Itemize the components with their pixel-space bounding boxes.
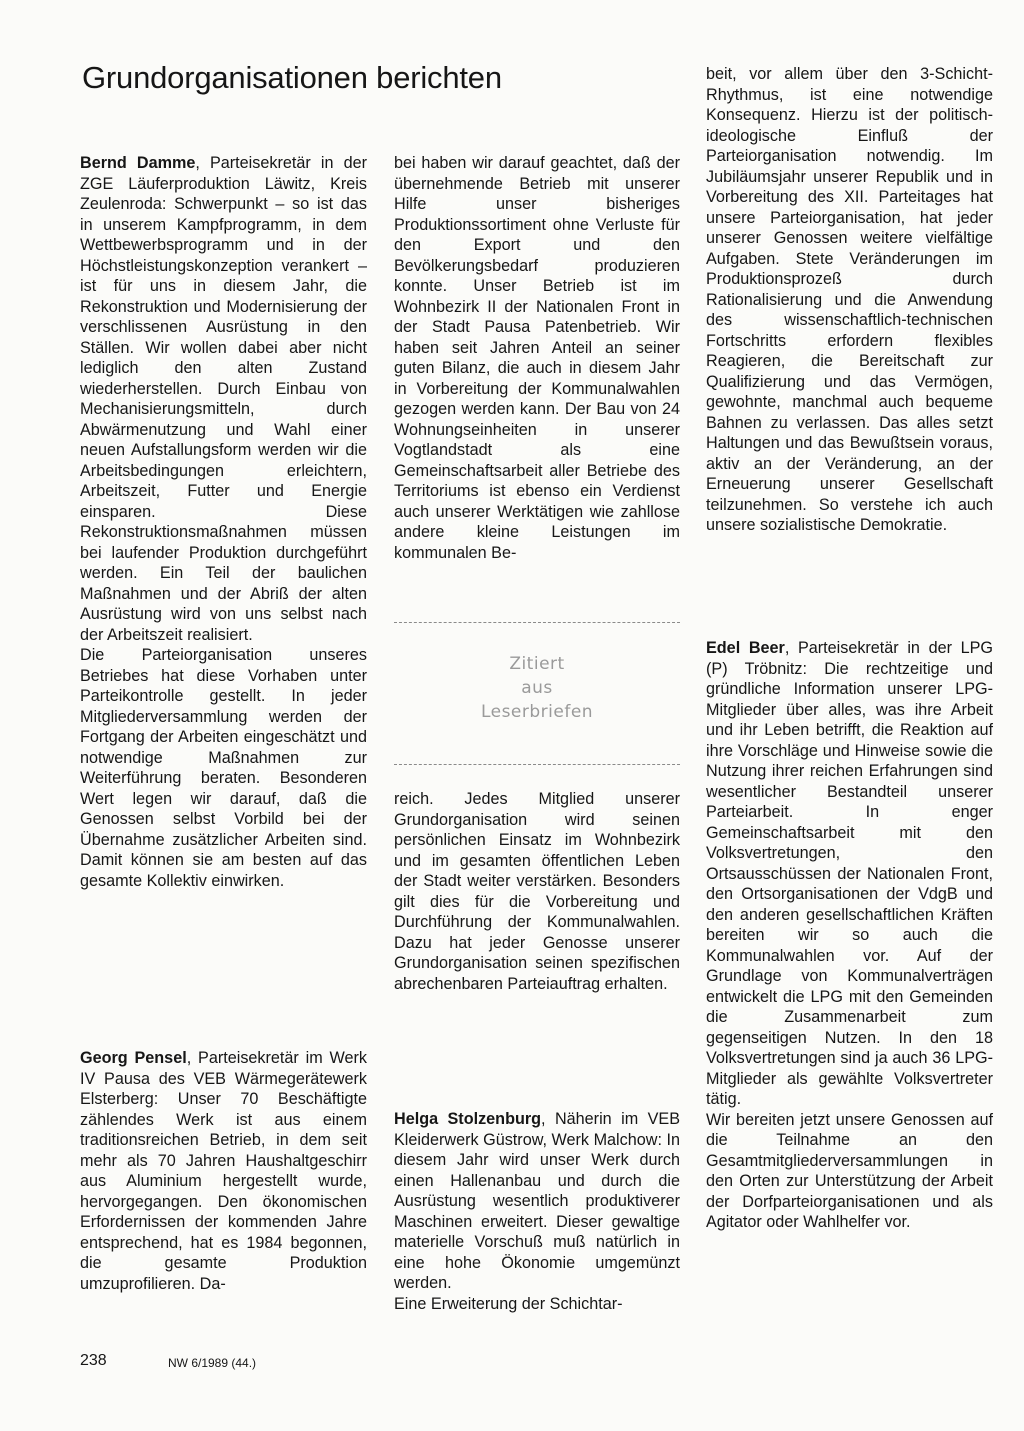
article-paragraph: beit, vor allem über den 3-Schicht-Rhythmus, ist eine notwendige Konsequenz. Hierzu ist der politisch-ideologische Einfluß der Parteiorganisation notwendig. Im Jubiläumsjahr unserer Republik und in Vorbereitung des XII. Parteitages hat unsere Parteiorganisation, hat jeder unserer Genossen weitere vielfältige Aufgaben. Stete Veränderungen im Produktionsprozeß durch Rationalisierung und die Anwendung des wissenschaftlich-technischen Fortschritts erfordern flexibles Reagieren, die Bereitschaft zur Qualifizierung und das Vermögen, gewohnte, manchmal auch bequeme Bahnen zu verlassen. Das alles setzt Haltungen und das Bewußtsein voraus, aktiv an der Veränderung, an der Erneuerung unserer Gesellschaft teilzunehmen. So verstehe ich auch unsere sozialistische Demokratie. <box>706 65 993 534</box>
article-text: , Näherin im VEB Kleiderwerk Güstrow, Werk Malchow: In diesem Jahr wird unser Werk durch einen Hallenanbau und durch die Ausrüstung wesentlich produktiverer Maschinen erweitert. Dieser gewaltige materielle Vorschuß muß natürlich in eine hohe Ökonomie umgemünzt werden. <box>394 1110 680 1292</box>
quote-line: aus <box>521 678 553 698</box>
author-name: Georg Pensel <box>80 1049 187 1067</box>
article-bernd-damme <box>80 153 367 891</box>
author-name: Helga Stolzenburg <box>394 1110 542 1128</box>
quote-label <box>394 652 680 724</box>
article-paragraph: Die Parteiorganisation unseres Betriebes hat diese Vorhaben unter Parteikontrolle gestellt. In jeder Mitgliederversammlung werden der Fortgang der Arbeiten eingeschätzt und notwendige Maßnahmen zur Weiterführung beraten. Besonderen Wert legen wir darauf, daß die Genossen selbst Vorbild bei der Übernahme zusätzlicher Arbeiten sind. Damit können sie am besten auf das gesamte Kollektiv einwirken. <box>80 646 367 890</box>
article-helga-stolzenburg-continued <box>706 64 993 536</box>
article-paragraph: Wir bereiten jetzt unsere Genossen auf die Teilnahme an den Gesamtmitgliederversammlungen in den Orten zur Unterstützung der Arbeit der Dorfparteiorganisationen und als Agitator oder Wahlhelfer vor. <box>706 1110 993 1231</box>
quote-box <box>394 622 680 766</box>
issue-reference: NW 6/1989 (44.) <box>168 1356 257 1370</box>
author-name: Edel Beer <box>706 639 785 657</box>
article-text: , Parteisekretär in der ZGE Läuferproduktion Läwitz, Kreis Zeulenroda: Schwerpunkt – so ist das in unserem Kampfprogramm, in dem Wettbewerbsprogramm und in der Höchstleistungskonzeption verankert – ist für uns in diesem Jahr, die Rekonstruktion und Modernisierung der verschlissenen Ausrüstung in den Ställen. Wir wollen dabei aber nicht lediglich den alten Zustand wiederherstellen. Durch Einbau von Mechanisierungsmitteln, durch Abwärmenutzung und Wahl einer neuen Aufstallungsform werden wir die Arbeitsbedingungen erleichtern, Arbeitszeit, Futter und Energie einsparen. Diese Rekonstruktionsmaßnahmen müssen bei laufender Produktion durchgeführt werden. Ein Teil der baulichen Maßnahmen und der Abriß der alten Ausrüstung wird von uns selbst nach der Arbeitszeit realisiert. <box>80 154 367 644</box>
author-name: Bernd Damme <box>80 154 196 172</box>
article-georg-pensel-continued <box>394 153 680 563</box>
article-paragraph: Eine Erweiterung der Schichtar- <box>394 1294 623 1313</box>
article-paragraph <box>80 153 367 645</box>
article-paragraph <box>706 638 993 1110</box>
article-paragraph: reich. Jedes Mitglied unserer Grundorganisation wird seinen persönlichen Einsatz im Wohnbezirk und im gesamten öffentlichen Leben der Stadt weiter verstärken. Besonders gilt dies für die Vorbereitung und Durchführung der Kommunalwahlen. Dazu hat jeder Genosse unserer Grundorganisation seinen spezifischen abrechenbaren Parteiauftrag erhalten. <box>394 790 680 993</box>
article-paragraph <box>394 1109 680 1294</box>
article-paragraph: bei haben wir darauf geachtet, daß der übernehmende Betrieb mit unserer Hilfe unser bisheriges Produktionssortiment ohne Verluste für den Export und den Bevölkerungsbedarf produzieren konnte. Unser Betrieb ist im Wohnbezirk II der Nationalen Front in der Stadt Pausa Patenbetrieb. Wir haben seit Jahren Anteil an seiner guten Bilanz, die auch in diesem Jahr in Vorbereitung der Kommunalwahlen gezogen werden kann. Der Bau von 24 Wohnungseinheiten in unserer Vogtlandstadt als eine Gemeinschaftsarbeit aller Betriebe des Territoriums ist ebenso ein Verdienst auch unserer Werktätigen wie zahllose andere kleine Leistungen im kommunalen Be- <box>394 154 680 562</box>
quote-line: Leserbriefen <box>480 702 594 722</box>
page-number: 238 <box>80 1352 107 1369</box>
quote-line: Zitiert <box>509 654 565 674</box>
article-text: , Parteisekretär in der LPG (P) Tröbnitz: Die rechtzeitige und gründliche Information unserer LPG-Mitglieder über alles, was ihre Arbeit und ihr Leben betrifft, die Reaktion auf ihre Vorschläge und Hinweise sowie die Nutzung ihrer reichen Erfahrungen sind wesentlicher Bestandteil unserer Parteiarbeit. In enger Gemeinschaftsarbeit mit den Volksvertretungen, den Ortsausschüssen der Nationalen Front, den Ortsorganisationen der VdgB und den anderen gesellschaftlichen Kräften bereiten wir so auch die Kommunalwahlen vor. Auf der Grundlage von Kommunalverträgen entwickelt die LPG mit den Gemeinden die Zusammenarbeit zum gegenseitigen Nutzen. In den 18 Volksvertretungen sind ja auch 36 LPG-Mitglieder als gewählte Volksvertreter tätig. <box>706 639 993 1108</box>
divider <box>394 764 680 765</box>
divider <box>394 622 680 623</box>
article-georg-pensel-end <box>394 789 680 994</box>
article-helga-stolzenburg <box>394 1109 680 1314</box>
article-paragraph <box>80 1048 367 1294</box>
article-text: , Parteisekretär im Werk IV Pausa des VEB Wärmegerätewerk Elsterberg: Unser 70 Beschäftigte zählendes Werk ist aus einem traditionsreichen Betrieb, in dem seit mehr als 70 Jahren Haushaltgeschirr aus Aluminium hergestellt wurde, hervorgegangen. Den ökonomischen Erfordernissen der kommenden Jahre entsprechend, hat es 1984 begonnen, die gesamte Produktion umzuprofilieren. Da- <box>80 1049 368 1293</box>
article-georg-pensel <box>80 1048 367 1294</box>
article-edel-beer <box>706 638 993 1233</box>
page-title: Grundorganisationen berichten <box>82 60 502 95</box>
